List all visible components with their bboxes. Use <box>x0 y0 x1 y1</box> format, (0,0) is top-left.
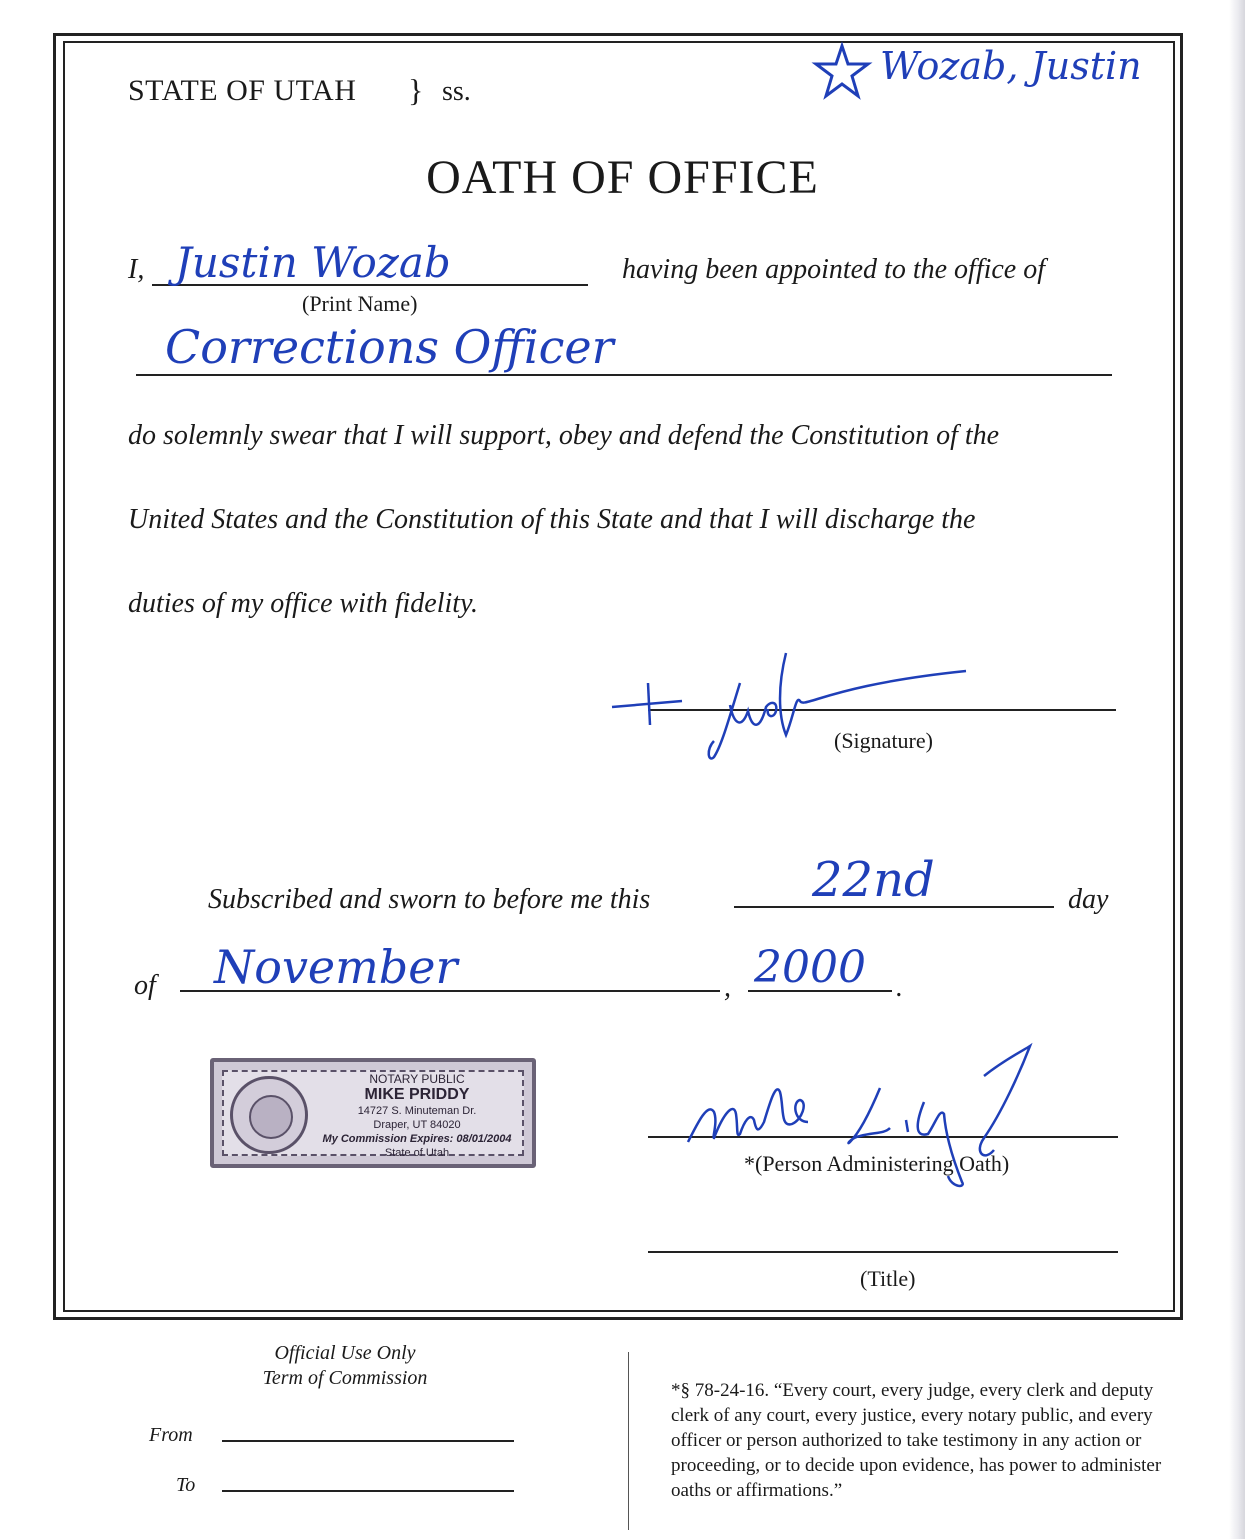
administrator-label: *(Person Administering Oath) <box>744 1151 1010 1176</box>
footer-divider <box>628 1352 629 1530</box>
stamp-address-1: 14727 S. Minuteman Dr. <box>357 1105 477 1117</box>
stamp-text <box>312 1072 522 1160</box>
star-icon <box>812 42 872 102</box>
to-line <box>222 1490 514 1492</box>
month-value: November <box>214 940 458 994</box>
ss-heading: ss. <box>442 76 471 107</box>
statute-text: *§ 78-24-16. “Every court, every judge, every clerk and deputy clerk of any court, every justice, every notary public, and every officer or person authorized to take testimony in any action or proceeding, or to decide upon evidence, has power to administer oaths or affirmations.” <box>671 1380 1162 1501</box>
page-edge <box>1229 0 1245 1539</box>
stamp-address-2: Draper, UT 84020 <box>373 1119 461 1131</box>
term-label: Term of Commission <box>262 1367 428 1389</box>
stamp-notary-name: MIKE PRIDDY <box>364 1086 470 1103</box>
state-heading: STATE OF UTAH <box>128 74 357 107</box>
title-line <box>648 1251 1118 1253</box>
oath-line-1: do solemnly swear that I will support, obey and defend the Constitution of the <box>128 420 1000 451</box>
from-line <box>222 1440 514 1442</box>
day-label: day <box>1068 884 1109 915</box>
subscribed-text: Subscribed and sworn to before me this <box>208 884 651 915</box>
official-use-label: Official Use Only <box>274 1342 416 1364</box>
appointed-text: having been appointed to the office of <box>622 254 1046 285</box>
print-name-value: Justin Wozab <box>175 238 451 287</box>
period-glyph: . <box>896 972 903 1003</box>
stamp-state: State of Utah <box>384 1147 450 1159</box>
document-title: OATH OF OFFICE <box>426 151 819 204</box>
notary-stamp <box>210 1058 536 1168</box>
oath-line-3: duties of my office with fidelity. <box>128 588 478 619</box>
signature-label: (Signature) <box>834 728 933 753</box>
year-value: 2000 <box>754 942 866 993</box>
to-label: To <box>176 1474 196 1496</box>
seal-emblem <box>249 1095 293 1139</box>
corner-name-note: Wozab, Justin <box>880 44 1142 88</box>
day-value: 22nd <box>812 852 935 908</box>
office-line <box>136 374 1112 376</box>
stamp-notary-line: NOTARY PUBLIC <box>369 1072 465 1086</box>
print-name-label: (Print Name) <box>302 291 418 316</box>
office-value: Corrections Officer <box>165 320 614 374</box>
title-label: (Title) <box>860 1266 916 1291</box>
brace-glyph: } <box>408 72 424 108</box>
from-label: From <box>149 1424 193 1446</box>
stamp-commission: My Commission Expires: 08/01/2004 <box>322 1133 512 1145</box>
state-seal-icon <box>230 1076 308 1154</box>
of-label: of <box>134 970 156 1001</box>
oath-line-2: United States and the Constitution of this State and that I will discharge the <box>128 504 976 535</box>
comma-glyph: , <box>724 972 731 1003</box>
oath-pronoun: I, <box>128 254 145 285</box>
